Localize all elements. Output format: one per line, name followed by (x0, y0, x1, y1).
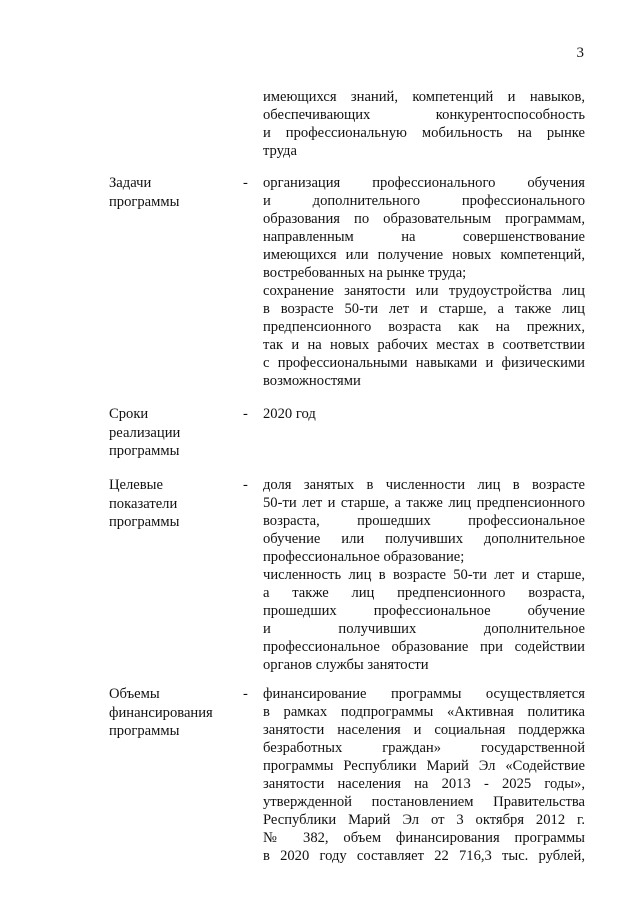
body-line: возраста, прошедших профессиональное (263, 513, 585, 529)
section-label-line: программы (109, 723, 180, 739)
page-number: 3 (576, 45, 584, 61)
body-line: труда (263, 143, 297, 159)
body-line: утвержденной постановлением Правительства (263, 794, 585, 810)
body-line: в рамках подпрограммы «Активная политика (263, 704, 585, 720)
section-dash: - (243, 406, 248, 422)
body-line: и получивших дополнительное (263, 621, 585, 637)
body-line: безработных граждан» государственной (263, 740, 585, 756)
body-line: и профессиональную мобильность на рынке (263, 125, 585, 141)
body-line: востребованных на рынке труда; (263, 265, 467, 281)
section-label-line: Целевые (109, 477, 163, 493)
body-line: занятости населения и социальная поддержка (263, 722, 585, 738)
body-line: 50-ти лет и старше, а также лиц предпенсионного (263, 495, 585, 511)
body-line: а также лиц предпенсионного возраста, (263, 585, 585, 601)
body-line: численность лиц в возрасте 50-ти лет и старше, (263, 567, 585, 583)
section-dash: - (243, 477, 248, 493)
body-line: направленным на совершенствование (263, 229, 585, 245)
body-line: в 2020 году составляет 22 716,3 тыс. рублей, (263, 848, 585, 864)
body-line: так и на новых рабочих местах в соответствии (263, 337, 585, 353)
body-line: и дополнительного профессионального (263, 193, 585, 209)
section-label-line: программы (109, 193, 180, 210)
body-line: программы Республики Марий Эл «Содействие (263, 758, 585, 774)
body-line: с профессиональными навыками и физическими (263, 355, 585, 371)
body-line: прошедших профессиональное обучение (263, 603, 585, 619)
body-line: образования по образовательным программам, (263, 211, 585, 227)
body-line: органов службы занятости (263, 657, 429, 673)
body-line: обучение или получивших дополнительное (263, 531, 585, 547)
body-line: имеющихся знаний, компетенций и навыков, (263, 89, 585, 105)
section-label-line: реализации (109, 424, 181, 441)
body-line: возможностями (263, 373, 361, 389)
section-label-line: Объемы (109, 686, 160, 702)
section-dash: - (243, 686, 248, 702)
body-line: сохранение занятости или трудоустройства лиц (263, 283, 585, 299)
section-dash: - (243, 175, 248, 191)
section-label-line: показатели (109, 495, 178, 512)
body-line: профессиональное образование при содействии (263, 639, 585, 655)
section-label-line: Задачи (109, 175, 152, 191)
body-line: в возрасте 50-ти лет и старше, а также лиц (263, 301, 585, 317)
body-line: организация профессионального обучения (263, 175, 585, 191)
body-line: профессиональное образование; (263, 549, 465, 565)
body-line: 2020 год (263, 406, 316, 422)
body-line: доля занятых в численности лиц в возрасте (263, 477, 585, 493)
section-label-line: Сроки (109, 406, 149, 422)
body-line: предпенсионного возраста как на прежних, (263, 319, 585, 335)
body-line: № 382, объем финансирования программы (263, 830, 585, 846)
section-label-line: программы (109, 443, 180, 459)
body-line: финансирование программы осуществляется (263, 686, 585, 702)
body-line: занятости населения на 2013 - 2025 годы», (263, 776, 585, 792)
section-label-line: финансирования (109, 704, 213, 721)
section-label-line: программы (109, 514, 180, 530)
body-line: имеющихся или получение новых компетенций, (263, 247, 585, 263)
body-line: Республики Марий Эл от 3 октября 2012 г. (263, 812, 585, 828)
body-line: обеспечивающих конкурентоспособность (263, 107, 585, 123)
